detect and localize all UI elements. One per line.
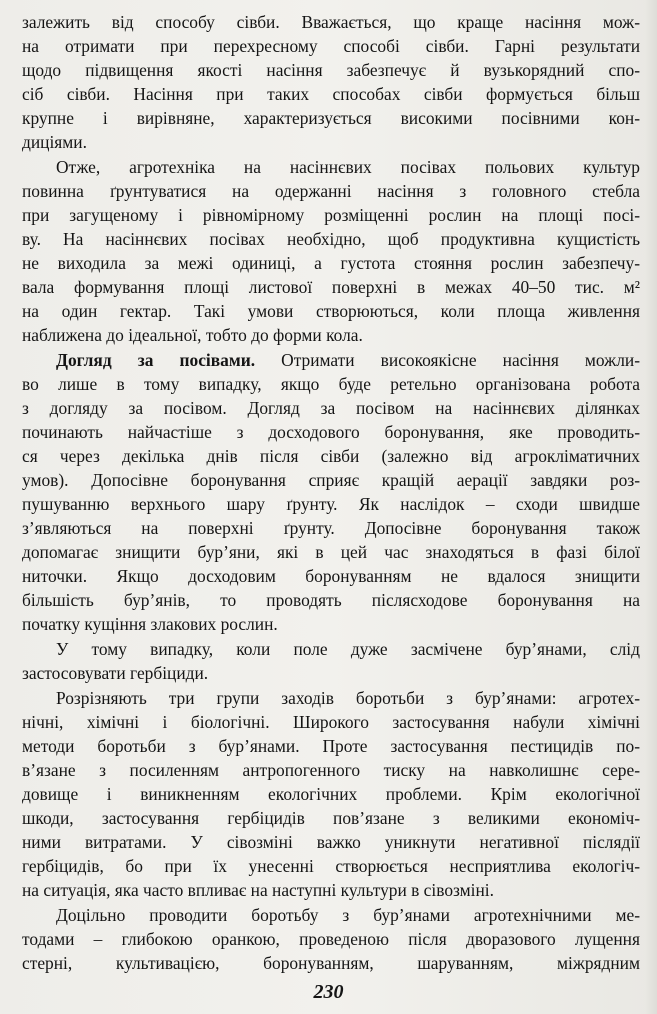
text-line: методи боротьби з бур’янами. Проте застосування пестицидів по- xyxy=(22,736,640,756)
text-line: ву. На насіннєвих посівах необхідно, щоб продуктивна кущистість xyxy=(22,229,640,249)
text-line: вала формування площі листової поверхні в межах 40–50 тис. м² xyxy=(22,277,640,297)
text-line: нічні, хімічні і біологічні. Широкого застосування набули хімічні xyxy=(22,712,640,732)
text-line: починають найчастіше з досходового боронування, яке проводить- xyxy=(22,422,640,442)
text-line: при загущеному і рівномірному розміщенні рослин на площі посі- xyxy=(22,205,640,225)
text-line: в’язане з посиленням антропогенного тиску на навколишнє сере- xyxy=(22,760,640,780)
text-line: ними витратами. У сівозміні важко уникнути негативної післядії xyxy=(22,832,640,852)
text-line: застосовувати гербіциди. xyxy=(22,663,209,683)
text-line: Розрізняють три групи заходів боротьби з бур’янами: агротех- xyxy=(56,688,640,708)
text-line: щодо підвищення якості насіння забезпечує й вузькорядний спо- xyxy=(22,60,640,80)
text-line: стерні, культивацією, боронуванням, шаруванням, міжрядним xyxy=(22,953,640,973)
text-line: на ситуація, яка часто впливає на наступні культури в сівозміні. xyxy=(22,880,494,900)
text-line xyxy=(56,349,640,372)
text-line: во лише в тому випадку, якщо буде ретельно організована робота xyxy=(22,374,640,394)
text-line: допомагає знищити бур’яни, які в цей час знаходяться в фазі білої xyxy=(22,542,640,562)
text-line: наближена до ідеальної, тобто до форми кола. xyxy=(22,325,363,345)
text-line: сіб сівби. Насіння при таких способах сівби формується більш xyxy=(22,84,640,104)
text-line: не виходила за межі одиниці, а густота стояння рослин забезпечу- xyxy=(22,253,640,273)
text-line: ся через декілька днів після сівби (залежно від агрокліматичних xyxy=(22,446,640,466)
text-fragment: Отримати високоякісне насіння можли- xyxy=(255,350,640,370)
text-line: повинна ґрунтуватися на одержанні насіння з головного стебла xyxy=(22,181,640,201)
text-line: крупне і вирівняне, характеризується високими посівними кон- xyxy=(22,108,640,128)
text-line: ниточки. Якщо досходовим боронуванням не вдалося знищити xyxy=(22,566,640,586)
text-line: умов). Допосівне боронування сприяє кращій аерації завдяки роз- xyxy=(22,470,640,490)
text-line: залежить від способу сівби. Вважається, що краще насіння мож- xyxy=(22,12,640,32)
page-edge-shadow xyxy=(645,0,657,1014)
text-line: пушуванню верхнього шару ґрунту. Як наслідок – сходи швидше xyxy=(22,494,640,514)
text-line: гербіцидів, бо при їх унесенні створюється несприятлива екологіч- xyxy=(22,856,640,876)
text-line: початку кущіння злакових рослин. xyxy=(22,614,278,634)
page-number: 230 xyxy=(313,981,344,1003)
text-line: Доцільно проводити боротьбу з бур’янами агротехнічними ме- xyxy=(56,905,640,925)
text-line: з догляду за посівом. Догляд за посівом на насіннєвих ділянках xyxy=(22,398,640,418)
text-line: з’являються на поверхні ґрунту. Допосівне боронування також xyxy=(22,518,640,538)
text-line: більшість бур’янів, то проводять післясходове боронування на xyxy=(22,590,640,610)
text-line: тодами – глибокою оранкою, проведеною після дворазового лущення xyxy=(22,929,640,949)
text-line: У тому випадку, коли поле дуже засмічене бур’янами, слід xyxy=(56,639,640,659)
text-line: на отримати при перехресному способі сівби. Гарні результати xyxy=(22,36,640,56)
text-line: довище і виникненням екологічних проблеми. Крім екологічної xyxy=(22,784,640,804)
text-line: на один гектар. Такі умови створюються, коли площа живлення xyxy=(22,301,640,321)
text-line: шкоди, застосування гербіцидів пов’язане з великими економіч- xyxy=(22,808,640,828)
text-line: диціями. xyxy=(22,132,87,152)
section-heading: Догляд за посівами. xyxy=(56,350,256,370)
text-line: Отже, агротехніка на насіннєвих посівах польових культур xyxy=(56,157,640,177)
